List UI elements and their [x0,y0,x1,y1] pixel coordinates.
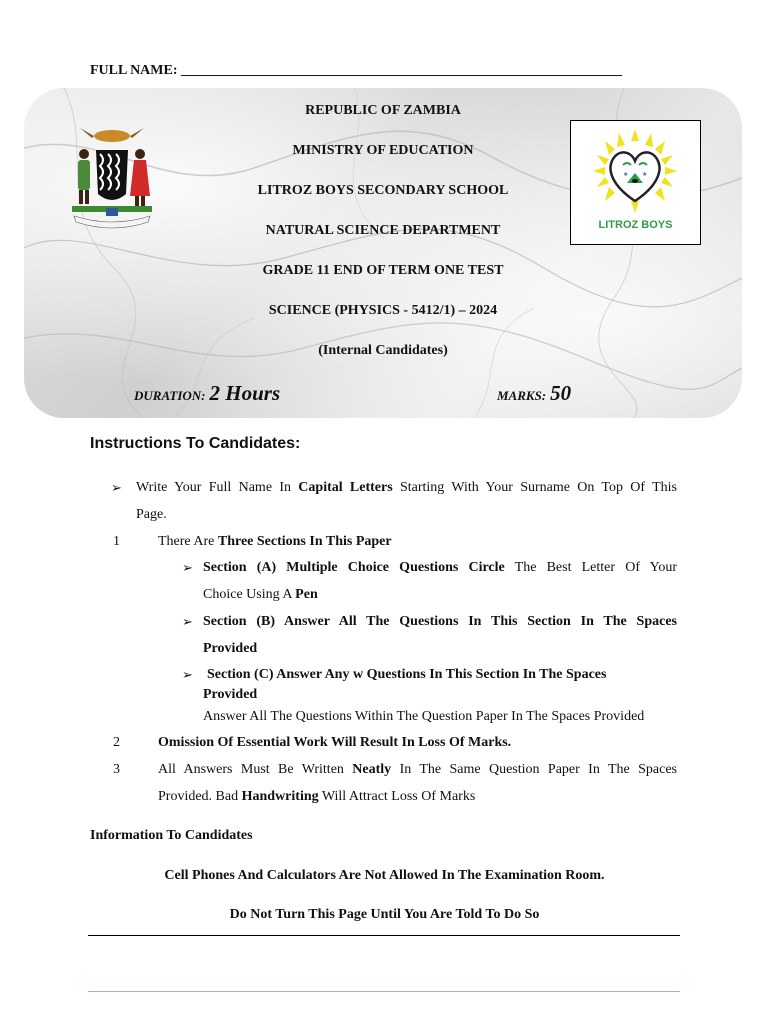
instruction-number-1: 1 [113,534,120,549]
coat-of-arms-icon [62,124,162,234]
instruction-section-c-cont: Provided [203,687,258,702]
instruction-neatly-cont: Provided. Bad Handwriting Will Attract Loss Of Marks [158,789,476,804]
marks-value: 50 [550,381,572,405]
marks [497,381,571,406]
instruction-section-c: Section (C) Answer Any w Questions In This Section In The Spaces [207,667,607,682]
section-divider [88,935,680,936]
full-name-line [90,63,622,79]
svg-text:★: ★ [623,171,629,178]
instruction-section-b-cont: Provided [203,641,258,656]
instruction-full-name-cont: Page. [136,507,167,522]
information-do-not-turn: Do Not Turn This Page Until You Are Told To Do So [229,907,540,922]
header-line-test: GRADE 11 END OF TERM ONE TEST [262,263,504,278]
instruction-section-b: Section (B) Answer All The Questions In This Section In The Spaces [203,614,677,629]
header-line-subject: SCIENCE (PHYSICS - 5412/1) – 2024 [268,303,498,318]
instruction-full-name: Write Your Full Name In Capital Letters Starting With Your Surname On Top Of This [136,480,678,495]
duration-label: DURATION: [134,388,206,403]
header-line-republic: REPUBLIC OF ZAMBIA [305,103,461,118]
instruction-neatly: All Answers Must Be Written Neatly In The Same Question Paper In The Spaces [158,762,677,777]
header-banner [24,88,742,418]
header-line-ministry: MINISTRY OF EDUCATION [292,143,474,158]
marks-label: MARKS: [497,388,547,403]
instruction-answer-all: Answer All The Questions Within The Question Paper In The Spaces Provided [203,709,645,724]
school-logo [570,120,701,245]
header-line-department: NATURAL SCIENCE DEPARTMENT [265,223,501,238]
information-phones: Cell Phones And Calculators Are Not Allowed In The Examination Room. [164,868,605,883]
footer-rule [88,991,680,992]
header-line-candidates: (Internal Candidates) [318,343,448,358]
duration-value: 2 Hours [209,381,281,405]
header-line-school: LITROZ BOYS SECONDARY SCHOOL [257,183,509,198]
information-title: Information To Candidates [90,828,253,843]
instruction-omission: Omission Of Essential Work Will Result In Loss Of Marks. [158,735,512,750]
svg-text:★: ★ [642,171,648,178]
instructions-title: Instructions To Candidates: [90,435,301,452]
bullet-arrow-icon: ➢ [182,667,193,682]
instruction-sections: There Are Three Sections In This Paper [158,534,392,549]
instruction-number-2: 2 [113,735,120,750]
duration [134,381,280,406]
full-name-blank: _______________________________________________________________ [181,63,622,78]
school-logo-text: LITROZ BOYS [598,219,673,231]
instruction-section-a-cont: Choice Using A Pen [203,587,318,602]
full-name-label: FULL NAME: [90,63,178,78]
bullet-arrow-icon: ➢ [111,480,122,495]
bullet-arrow-icon: ➢ [182,560,193,575]
instruction-number-3: 3 [113,762,120,777]
instruction-section-a: Section (A) Multiple Choice Questions Circle The Best Letter Of Your [203,560,678,575]
bullet-arrow-icon: ➢ [182,614,193,629]
